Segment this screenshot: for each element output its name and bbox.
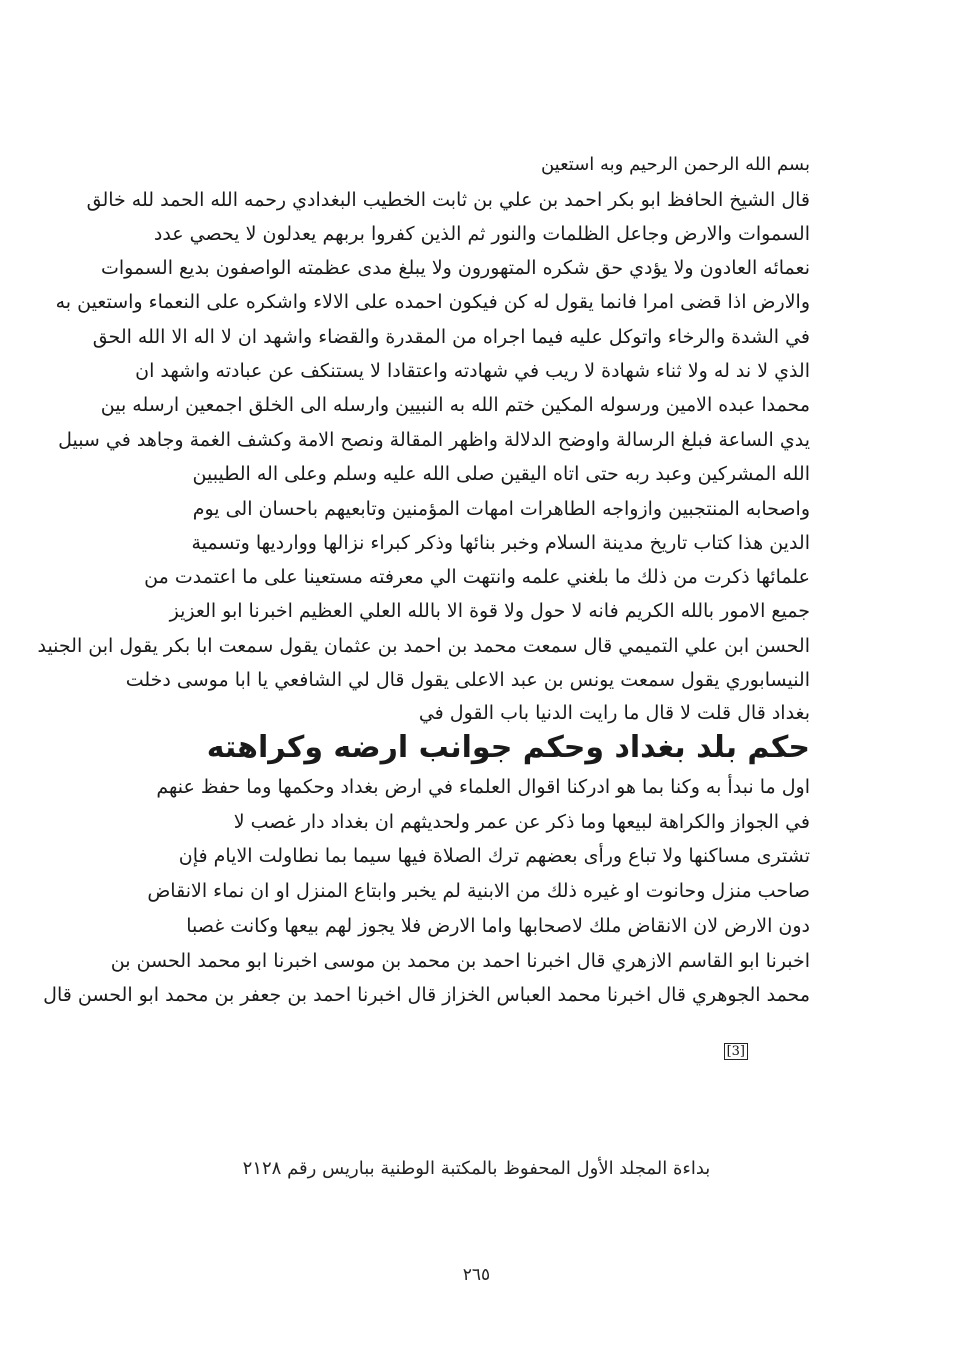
manuscript-line: النيسابوري يقول سمعت يونس بن عبد الاعلى يقول قال لي الشافعي يا ابا موسى دخلت [125, 669, 810, 691]
manuscript-line: بسم الله الرحمن الرحيم وبه استعين [540, 154, 810, 175]
manuscript-line: محمد الجوهري قال اخبرنا محمد العباس الخزاز قال اخبرنا احمد بن جعفر بن محمد ابو الحسن قال [43, 984, 810, 1006]
manuscript-line: الذي لا ند له ولا ثناء شهادة لا ريب في شهادته واعتقادا لا يستنكف عن عبادته واشهد ان [135, 360, 810, 382]
manuscript-line: الدين هذا كتاب تاريخ مدينة السلام وخبر بنائها وذكر كبراء نزالها ووارديها وتسمية [191, 532, 810, 554]
manuscript-line: في الجواز والكراهة لبيعها وما ذكر عن عمر ولحديثهم ان بغداد دار غصب لا [233, 811, 810, 833]
manuscript-line: بغداد قال قلت لا قال ما رايت الدنيا باب القول في [418, 702, 810, 724]
manuscript-line: نعمائه العادون ولا يؤدي حق شكره المتهورون ولا يبلغ مدى عظمته الواصفون بديع السموات [101, 257, 810, 279]
manuscript-line: والارض اذا قضى امرا فانما يقول له كن فيكون احمده على الالاء واشكره على النعماء واستعين به [55, 291, 810, 313]
manuscript-line: اول ما نبدأ به وكنا بما هو ادركنا اقوال العلماء في ارض بغداد وحكمها وما حفظ عنهم [156, 776, 810, 798]
folio-mark: [3] [724, 1043, 748, 1060]
manuscript-line: واصحابه المنتجبين وازواجه الطاهرات امهات المؤمنين وتابعيهم باحسان الى يوم [192, 498, 810, 520]
manuscript-line: قال الشيخ الحافظ ابو بكر احمد بن علي بن ثابت الخطيب البغدادي رحمه الله الحمد لله خالق [86, 189, 810, 211]
manuscript-line: الحسن ابن علي التميمي قال سمعت محمد بن احمد بن عثمان يقول سمعت ابا بكر يقول ابن الجنيد [37, 635, 810, 657]
manuscript-line: دون الارض لان الانقاض ملك لاصحابها واما الارض فلا يجوز لهم بيعها وكانت غصبا [186, 915, 810, 937]
manuscript-line: جميع الامور بالله الكريم فانه لا حول ولا قوة الا بالله العلي العظيم اخبرنا ابو العزيز [169, 600, 810, 622]
manuscript-line: علمائها ذكرت من ذلك ما بلغني علمه وانتهت الي معرفته مستعينا على ما اعتمدت من [144, 566, 810, 588]
section-heading: حكم بلد بغداد وحكم جوانب ارضه وكراهته [206, 730, 810, 765]
manuscript-image [37, 140, 810, 1080]
manuscript-line: محمدا عبده الامين ورسوله المكين ختم الله به النبيين وارسله الى الخلق اجمعين ارسله بين [100, 394, 810, 416]
figure-caption: بداءة المجلد الأول المحفوظ بالمكتبة الوطنية بباريس رقم ٢١٢٨ [242, 1158, 711, 1179]
manuscript-line: يدي الساعة فبلغ الرسالة واوضح الدلالة واظهر المقالة ونصح الامة وكشف الغمة وجاهد في سبيل [58, 429, 810, 451]
manuscript-line: السموات والارض وجاعل الظلمات والنور ثم الذين كفروا بربهم يعدلون لا يحصي عدد [153, 223, 810, 245]
manuscript-line: تشترى مساكنها ولا تباع ورأى بعضهم ترك الصلاة فيها سيما بما نطاولت الايام فإن [178, 845, 810, 867]
manuscript-line: اخبرنا ابو القاسم الازهري قال اخبرنا احمد بن محمد بن موسى اخبرنا ابو محمد الحسن بن [110, 950, 810, 972]
manuscript-line: في الشدة والرخاء واتوكل عليه فيما اجراه من المقدرة والقضاء واشهد ان لا اله الا الله الحق [92, 326, 810, 348]
manuscript-line: الله المشركين وعبد ربه حتى اتاه اليقين صلى الله عليه وسلم وعلى اله الطيبين [192, 463, 810, 485]
page-number: ٢٦٥ [462, 1265, 491, 1285]
manuscript-line: صاحب منزل وحانوت او غيره ذلك من الابنية لم يخبر وابتاع المنزل او ان نماء الانقاض [147, 880, 810, 902]
